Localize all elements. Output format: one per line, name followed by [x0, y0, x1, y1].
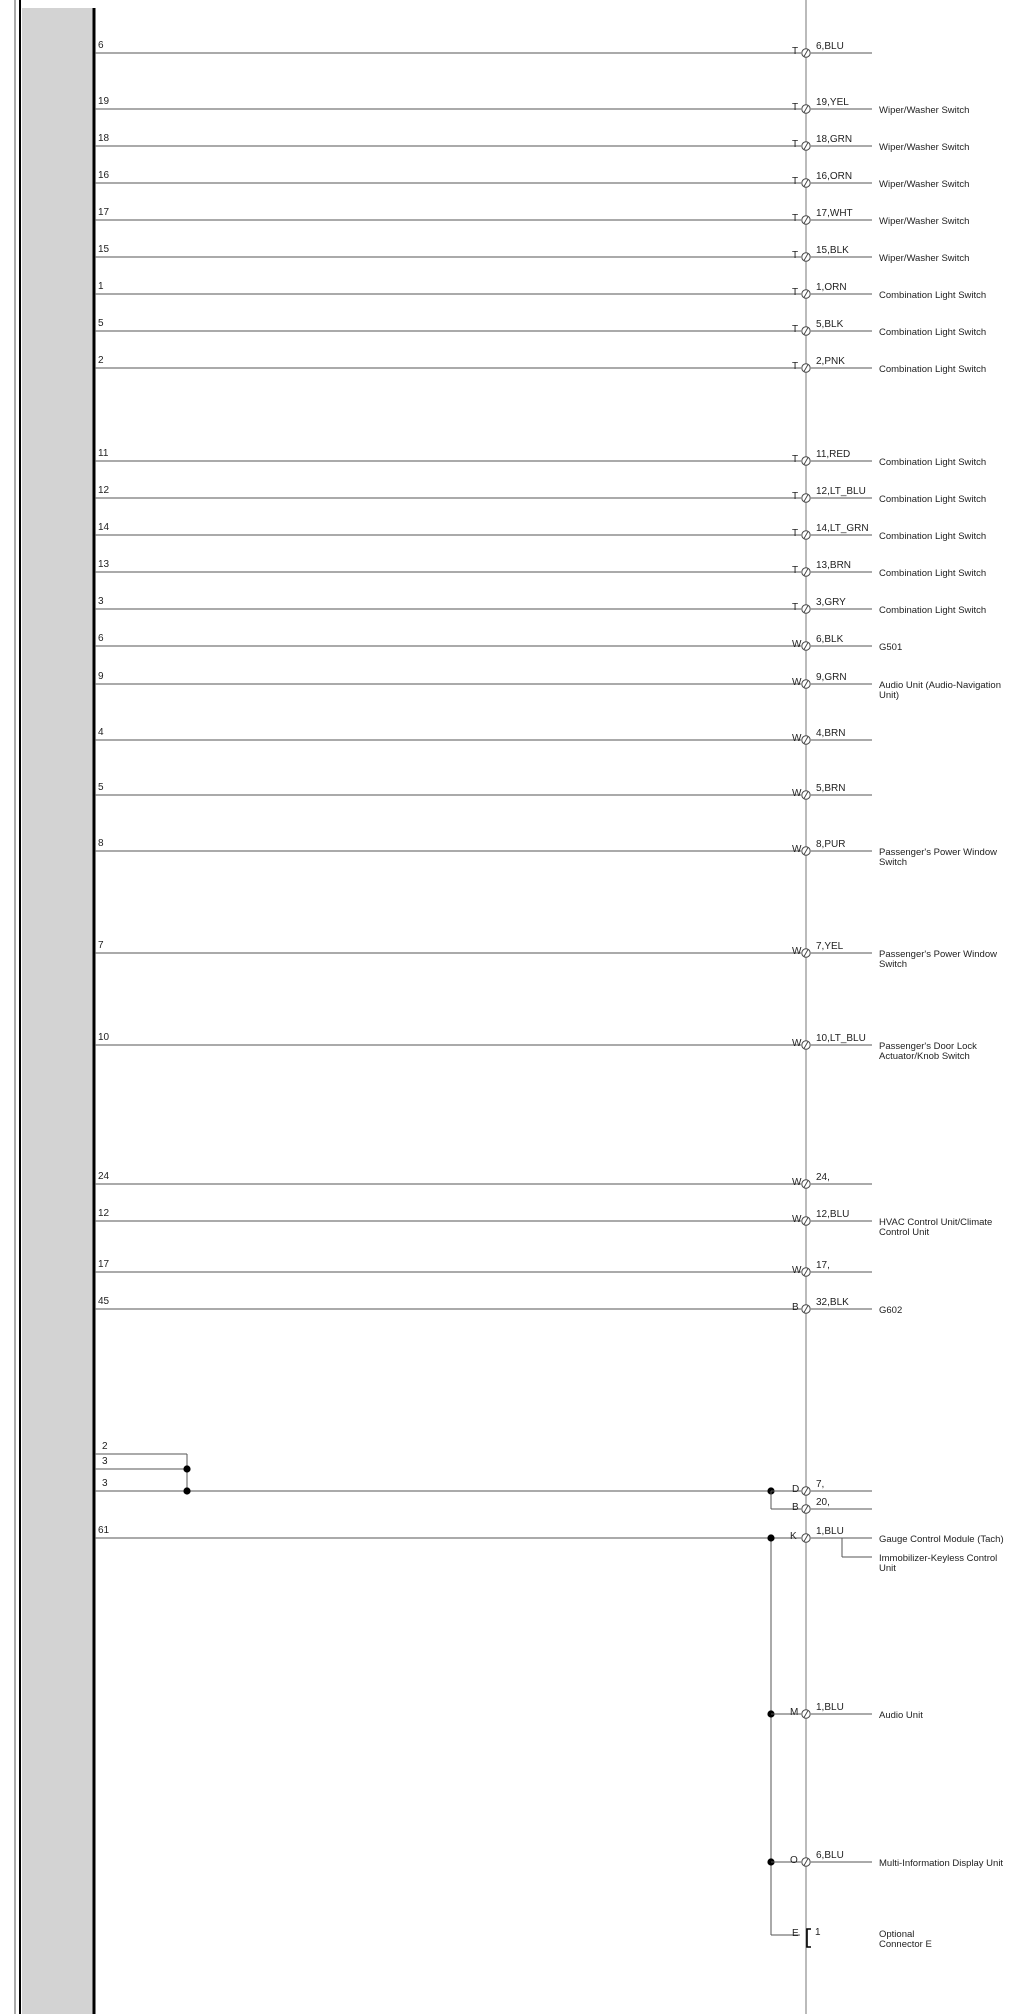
- connector-letter: T: [792, 602, 799, 613]
- terminal-label: 15,BLK: [816, 245, 849, 256]
- destination-label: Combination Light Switch: [879, 568, 987, 579]
- terminal-label: 12,LT_BLU: [816, 486, 866, 497]
- terminal-label: 7,: [816, 1479, 825, 1490]
- pin-label: 2: [98, 355, 104, 366]
- connector-letter: B: [792, 1502, 799, 1513]
- terminal-label: 5,BRN: [816, 783, 846, 794]
- pin-label: 6: [98, 633, 104, 644]
- destination-label: Combination Light Switch: [879, 605, 987, 616]
- splice-dot: [183, 1465, 190, 1472]
- pin-label: 15: [98, 244, 110, 255]
- destination-label: G501: [879, 642, 903, 653]
- terminal-label: 19,YEL: [816, 97, 849, 108]
- destination-label: Combination Light Switch: [879, 494, 987, 505]
- terminal-label: 7,YEL: [816, 941, 844, 952]
- connector-letter: E: [792, 1928, 799, 1939]
- pin-label: 14: [98, 522, 110, 533]
- connector-letter: W: [792, 1214, 802, 1225]
- destination-label: Immobilizer-Keyless Control Unit: [879, 1553, 998, 1574]
- pin-label: 5: [98, 782, 104, 793]
- destination-label: Wiper/Washer Switch: [879, 179, 970, 190]
- pin-label: 5: [98, 318, 104, 329]
- optional-connector-label: Optional Connector E: [879, 1929, 932, 1950]
- module-body: [22, 8, 94, 2014]
- connector-letter: W: [792, 639, 802, 650]
- connector-letter: T: [792, 324, 799, 335]
- pin-label: 6: [98, 40, 104, 51]
- pin-label: 11: [98, 448, 109, 459]
- pin-label: 10: [98, 1032, 110, 1043]
- pin-label: 45: [98, 1296, 110, 1307]
- connector-letter: D: [792, 1484, 800, 1495]
- splice-pin-label: 3: [102, 1478, 108, 1489]
- connector-letter: T: [792, 361, 799, 372]
- terminal-label: 16,ORN: [816, 171, 853, 182]
- destination-label: Wiper/Washer Switch: [879, 216, 970, 227]
- pin-label: 18: [98, 133, 110, 144]
- connector-letter: T: [792, 213, 799, 224]
- terminal-label: 13,BRN: [816, 560, 852, 571]
- destination-label: Audio Unit: [879, 1710, 923, 1721]
- connector-letter: T: [792, 491, 799, 502]
- terminal-label: 9,GRN: [816, 672, 847, 683]
- terminal-label: 1,BLU: [816, 1702, 844, 1713]
- connector-letter: T: [792, 46, 799, 57]
- pin-label: 12: [98, 485, 110, 496]
- connector-letter: K: [790, 1531, 797, 1542]
- pin-label: 7: [98, 940, 104, 951]
- connector-letter: T: [792, 139, 799, 150]
- connector-letter: W: [792, 946, 802, 957]
- destination-label: Gauge Control Module (Tach): [879, 1534, 1004, 1545]
- splice-pin-label: 2: [102, 1441, 108, 1452]
- optional-pin-label: 1: [815, 1927, 821, 1938]
- terminal-label: 11,RED: [816, 449, 851, 460]
- connector-letter: W: [792, 844, 802, 855]
- connector-letter: T: [792, 528, 799, 539]
- terminal-label: 12,BLU: [816, 1209, 850, 1220]
- destination-label: Wiper/Washer Switch: [879, 142, 970, 153]
- terminal-label: 8,PUR: [816, 839, 846, 850]
- optional-bracket: [807, 1929, 811, 1947]
- destination-label: Multi-Information Display Unit: [879, 1858, 1004, 1869]
- destination-label: Combination Light Switch: [879, 290, 987, 301]
- destination-label: Passenger's Power Window Switch: [879, 949, 997, 970]
- connector-letter: T: [792, 454, 799, 465]
- connector-letter: T: [792, 176, 799, 187]
- pin-label: 17: [98, 207, 110, 218]
- terminal-label: 14,LT_GRN: [816, 523, 869, 534]
- splice-pin-label: 3: [102, 1456, 108, 1467]
- connector-letter: T: [792, 250, 799, 261]
- connector-letter: O: [790, 1855, 798, 1866]
- terminal-label: 2,PNK: [816, 356, 845, 367]
- connector-letter: M: [790, 1707, 799, 1718]
- connector-letter: T: [792, 102, 799, 113]
- destination-label: Audio Unit (Audio-Navigation Unit): [879, 680, 1001, 701]
- splice-dot: [183, 1487, 190, 1494]
- pin-label: 9: [98, 671, 104, 682]
- terminal-label: 6,BLU: [816, 41, 844, 52]
- connector-letter: W: [792, 1265, 802, 1276]
- terminal-label: 5,BLK: [816, 319, 844, 330]
- pin-label: 12: [98, 1208, 110, 1219]
- pin-label: 1: [98, 281, 104, 292]
- connector-letter: W: [792, 1038, 802, 1049]
- destination-label: Passenger's Power Window Switch: [879, 847, 997, 868]
- terminal-label: 3,GRY: [816, 597, 846, 608]
- terminal-label: 17,WHT: [816, 208, 853, 219]
- destination-label: Combination Light Switch: [879, 327, 987, 338]
- connector-letter: W: [792, 733, 802, 744]
- destination-label: Wiper/Washer Switch: [879, 253, 970, 264]
- terminal-label: 4,BRN: [816, 728, 846, 739]
- bus-pin-label: 61: [98, 1525, 110, 1536]
- terminal-label: 1,BLU: [816, 1526, 844, 1537]
- destination-label: HVAC Control Unit/Climate Control Unit: [879, 1217, 993, 1238]
- terminal-label: 17,: [816, 1260, 830, 1271]
- terminal-label: 18,GRN: [816, 134, 853, 145]
- pin-label: 19: [98, 96, 110, 107]
- pin-label: 16: [98, 170, 110, 181]
- pin-label: 13: [98, 559, 110, 570]
- connector-letter: W: [792, 677, 802, 688]
- destination-label: Wiper/Washer Switch: [879, 105, 970, 116]
- terminal-label: 32,BLK: [816, 1297, 849, 1308]
- terminal-label: 10,LT_BLU: [816, 1033, 866, 1044]
- pin-label: 4: [98, 727, 104, 738]
- pin-label: 3: [98, 596, 104, 607]
- pin-label: 8: [98, 838, 104, 849]
- terminal-label: 6,BLK: [816, 634, 844, 645]
- terminal-label: 24,: [816, 1172, 830, 1183]
- connector-letter: W: [792, 788, 802, 799]
- terminal-label: 20,: [816, 1497, 830, 1508]
- connector-letter: B: [792, 1302, 799, 1313]
- bus-junction-dot: [767, 1534, 774, 1541]
- destination-label: Combination Light Switch: [879, 364, 987, 375]
- destination-label: Passenger's Door Lock Actuator/Knob Switch: [879, 1041, 977, 1062]
- connector-letter: T: [792, 565, 799, 576]
- destination-label: Combination Light Switch: [879, 457, 987, 468]
- destination-label: G602: [879, 1305, 903, 1316]
- terminal-label: 6,BLU: [816, 1850, 844, 1861]
- connector-letter: T: [792, 287, 799, 298]
- destination-label: Combination Light Switch: [879, 531, 987, 542]
- terminal-label: 1,ORN: [816, 282, 847, 293]
- pin-label: 17: [98, 1259, 110, 1270]
- connector-letter: W: [792, 1177, 802, 1188]
- pin-label: 24: [98, 1171, 110, 1182]
